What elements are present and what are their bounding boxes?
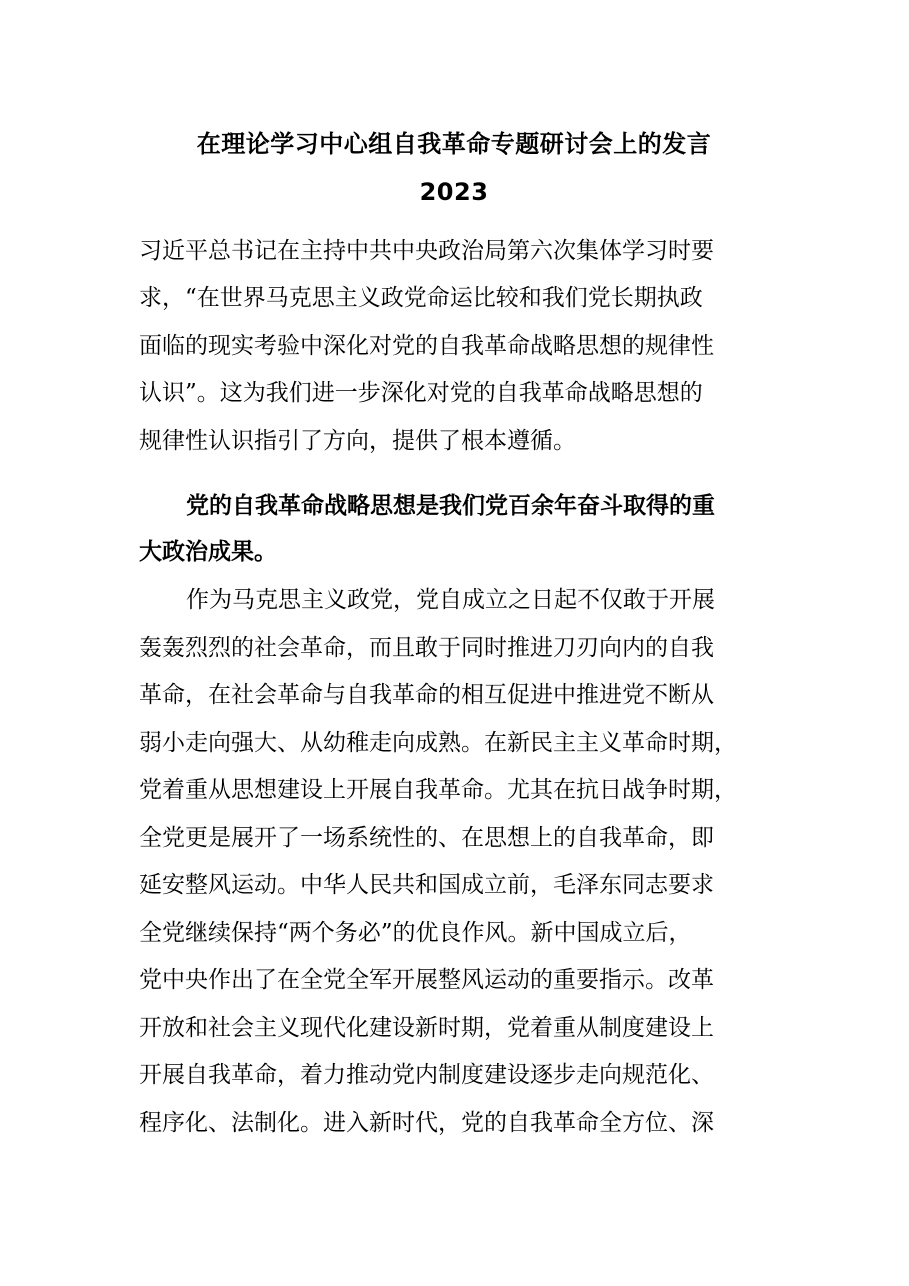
body-line: 党中央作出了在全党全军开展整风运动的重要指示。改革 — [139, 967, 714, 993]
section-heading-line: 党的自我革命战略思想是我们党百余年奋斗取得的重 — [186, 493, 715, 519]
intro-line: 求，“在世界马克思主义政党命运比较和我们党长期执政 — [139, 285, 703, 311]
body-line: 党着重从思想建设上开展自我革命。尤其在抗日战争时期， — [139, 777, 737, 803]
section-heading-line: 大政治成果。 — [139, 539, 277, 565]
intro-line: 习近平总书记在主持中共中央政治局第六次集体学习时要 — [139, 238, 714, 264]
intro-line: 认识”。这为我们进一步深化对党的自我革命战略思想的 — [139, 380, 703, 406]
body-line: 全党继续保持“两个务必”的优良作风。新中国成立后， — [139, 920, 692, 946]
body-line: 革命，在社会革命与自我革命的相互促进中推进党不断从 — [139, 682, 714, 708]
body-line: 全党更是展开了一场系统性的、在思想上的自我革命，即 — [139, 825, 714, 851]
body-line: 轰轰烈烈的社会革命，而且敢于同时推进刀刃向内的自我 — [139, 635, 714, 661]
document-title-year: 2023 — [419, 178, 489, 206]
intro-line: 规律性认识指引了方向，提供了根本遵循。 — [139, 428, 576, 454]
body-line: 延安整风运动。中华人民共和国成立前，毛泽东同志要求 — [139, 872, 714, 898]
body-line: 开放和社会主义现代化建设新时期，党着重从制度建设上 — [139, 1015, 714, 1041]
body-line: 弱小走向强大、从幼稚走向成熟。在新民主主义革命时期， — [139, 730, 737, 756]
body-line: 开展自我革命，着力推动党内制度建设逐步走向规范化、 — [139, 1062, 714, 1088]
body-line: 作为马克思主义政党，党自成立之日起不仅敢于开展 — [186, 587, 715, 613]
intro-line: 面临的现实考验中深化对党的自我革命战略思想的规律性 — [139, 333, 714, 359]
document-title: 在理论学习中心组自我革命专题研讨会上的发言 — [196, 130, 712, 158]
body-line: 程序化、法制化。进入新时代，党的自我革命全方位、深 — [139, 1110, 714, 1136]
